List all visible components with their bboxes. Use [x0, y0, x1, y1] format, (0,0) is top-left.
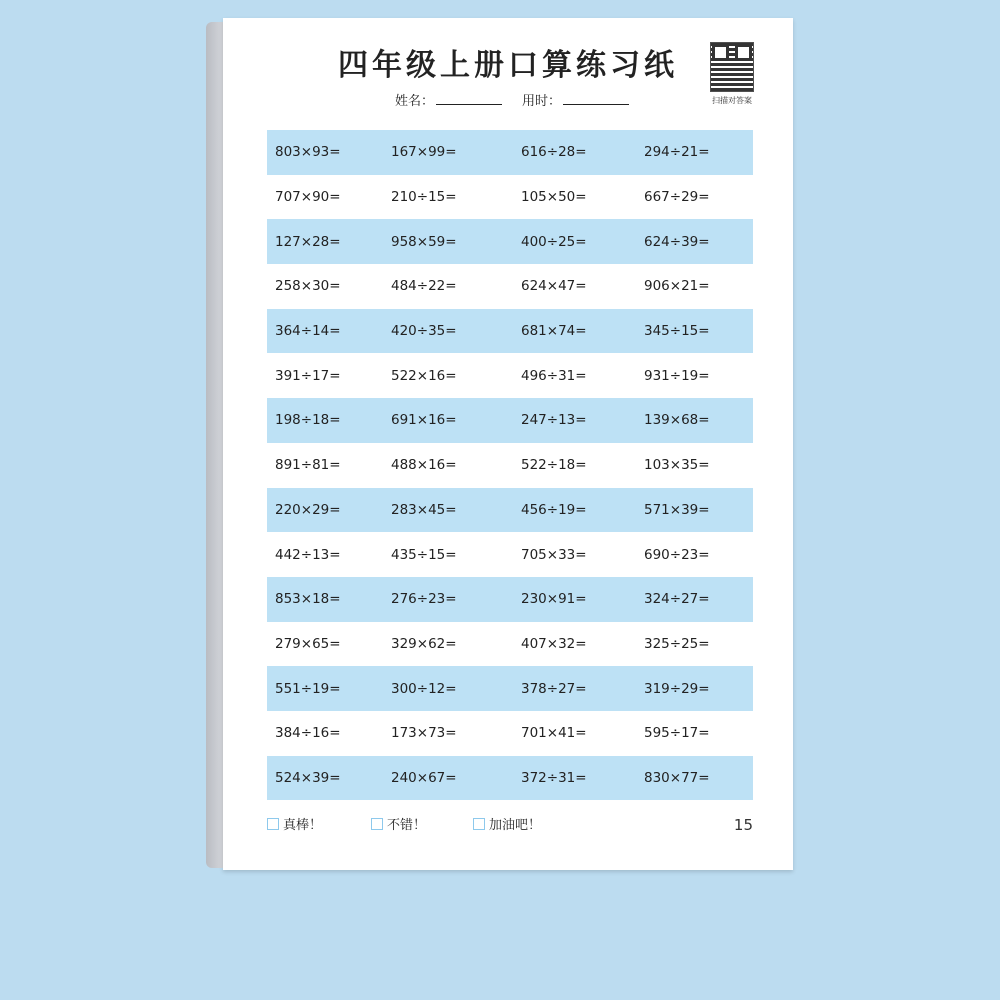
problem-cell: 378÷27= [521, 680, 587, 697]
problem-cell: 258×30= [275, 278, 341, 295]
problem-cell: 691×16= [391, 412, 457, 429]
problem-cell: 667÷29= [644, 189, 710, 206]
problem-cell: 803×93= [275, 144, 341, 161]
problem-cell: 230×91= [521, 591, 587, 608]
problem-cell: 496÷31= [521, 367, 587, 384]
problem-cell: 210÷15= [391, 189, 457, 206]
time-blank[interactable] [563, 92, 629, 105]
problem-cell: 173×73= [391, 725, 457, 742]
problem-cell: 240×67= [391, 769, 457, 786]
problem-row [267, 488, 753, 533]
problem-row [267, 577, 753, 622]
checkbox-icon[interactable] [267, 818, 279, 830]
name-blank[interactable] [436, 92, 502, 105]
problem-cell: 400÷25= [521, 233, 587, 250]
problem-cell: 435÷15= [391, 546, 457, 563]
problem-row [267, 666, 753, 711]
problem-row [267, 219, 753, 264]
qr-code-block[interactable] [709, 42, 755, 106]
time-field[interactable] [522, 90, 629, 109]
worksheet-page [223, 18, 793, 870]
problem-cell: 372÷31= [521, 769, 587, 786]
problem-cell: 958×59= [391, 233, 457, 250]
problem-row [267, 443, 753, 488]
problem-cell: 247÷13= [521, 412, 587, 429]
problem-cell: 488×16= [391, 457, 457, 474]
problem-cell: 524×39= [275, 769, 341, 786]
problem-cell: 103×35= [644, 457, 710, 474]
problem-cell: 220×29= [275, 501, 341, 518]
problem-cell: 595÷17= [644, 725, 710, 742]
problem-cell: 931÷19= [644, 367, 710, 384]
problem-row [267, 622, 753, 667]
problem-cell: 300÷12= [391, 680, 457, 697]
page-title: 四年级上册口算练习纸 [338, 48, 678, 83]
problem-cell: 294÷21= [644, 144, 710, 161]
problem-cell: 830×77= [644, 769, 710, 786]
problem-row [267, 532, 753, 577]
rating-keep-going[interactable] [473, 814, 541, 833]
checkbox-icon[interactable] [473, 818, 485, 830]
problem-cell: 198÷18= [275, 412, 341, 429]
problem-cell: 127×28= [275, 233, 341, 250]
problem-cell: 279×65= [275, 635, 341, 652]
problem-cell: 329×62= [391, 635, 457, 652]
problem-cell: 319÷29= [644, 680, 710, 697]
problem-cell: 853×18= [275, 591, 341, 608]
problem-row [267, 756, 753, 801]
rating-label: 加油吧！ [489, 818, 542, 833]
problem-cell: 364÷14= [275, 323, 341, 340]
problem-cell: 522÷18= [521, 457, 587, 474]
problem-cell: 624×47= [521, 278, 587, 295]
problem-cell: 324÷27= [644, 591, 710, 608]
problem-row [267, 309, 753, 354]
problem-cell: 891÷81= [275, 457, 341, 474]
problem-cell: 681×74= [521, 323, 587, 340]
problem-row [267, 130, 753, 175]
problem-cell: 571×39= [644, 501, 710, 518]
problem-cell: 551÷19= [275, 680, 341, 697]
problem-cell: 522×16= [391, 367, 457, 384]
problem-cell: 325÷25= [644, 635, 710, 652]
problem-cell: 906×21= [644, 278, 710, 295]
problem-table [267, 130, 753, 800]
student-info [395, 90, 629, 109]
rating-good[interactable] [371, 814, 426, 833]
problem-cell: 420÷35= [391, 323, 457, 340]
problem-cell: 276÷23= [391, 591, 457, 608]
problem-cell: 407×32= [521, 635, 587, 652]
problem-cell: 384÷16= [275, 725, 341, 742]
problem-cell: 616÷28= [521, 144, 587, 161]
page-number: 15 [733, 816, 753, 834]
qr-code-icon[interactable] [710, 42, 754, 92]
rating-great[interactable] [267, 814, 322, 833]
problem-row [267, 264, 753, 309]
problem-cell: 283×45= [391, 501, 457, 518]
checkbox-icon[interactable] [371, 818, 383, 830]
problem-cell: 690÷23= [644, 546, 710, 563]
problem-cell: 456÷19= [521, 501, 587, 518]
problem-cell: 139×68= [644, 412, 710, 429]
problem-cell: 105×50= [521, 189, 587, 206]
problem-cell: 624÷39= [644, 233, 710, 250]
problem-cell: 484÷22= [391, 278, 457, 295]
problem-row [267, 398, 753, 443]
problem-row [267, 711, 753, 756]
rating-label: 不错！ [387, 818, 427, 833]
problem-cell: 391÷17= [275, 367, 341, 384]
name-label: 姓名： [395, 94, 435, 109]
problem-row [267, 175, 753, 220]
problem-cell: 345÷15= [644, 323, 710, 340]
problem-cell: 167×99= [391, 144, 457, 161]
problem-cell: 705×33= [521, 546, 587, 563]
name-field[interactable] [395, 90, 502, 109]
problem-row [267, 353, 753, 398]
rating-label: 真棒！ [283, 818, 323, 833]
qr-caption: 扫描对答案 [712, 96, 752, 105]
problem-cell: 701×41= [521, 725, 587, 742]
time-label: 用时： [522, 94, 562, 109]
problem-cell: 442÷13= [275, 546, 341, 563]
problem-cell: 707×90= [275, 189, 341, 206]
